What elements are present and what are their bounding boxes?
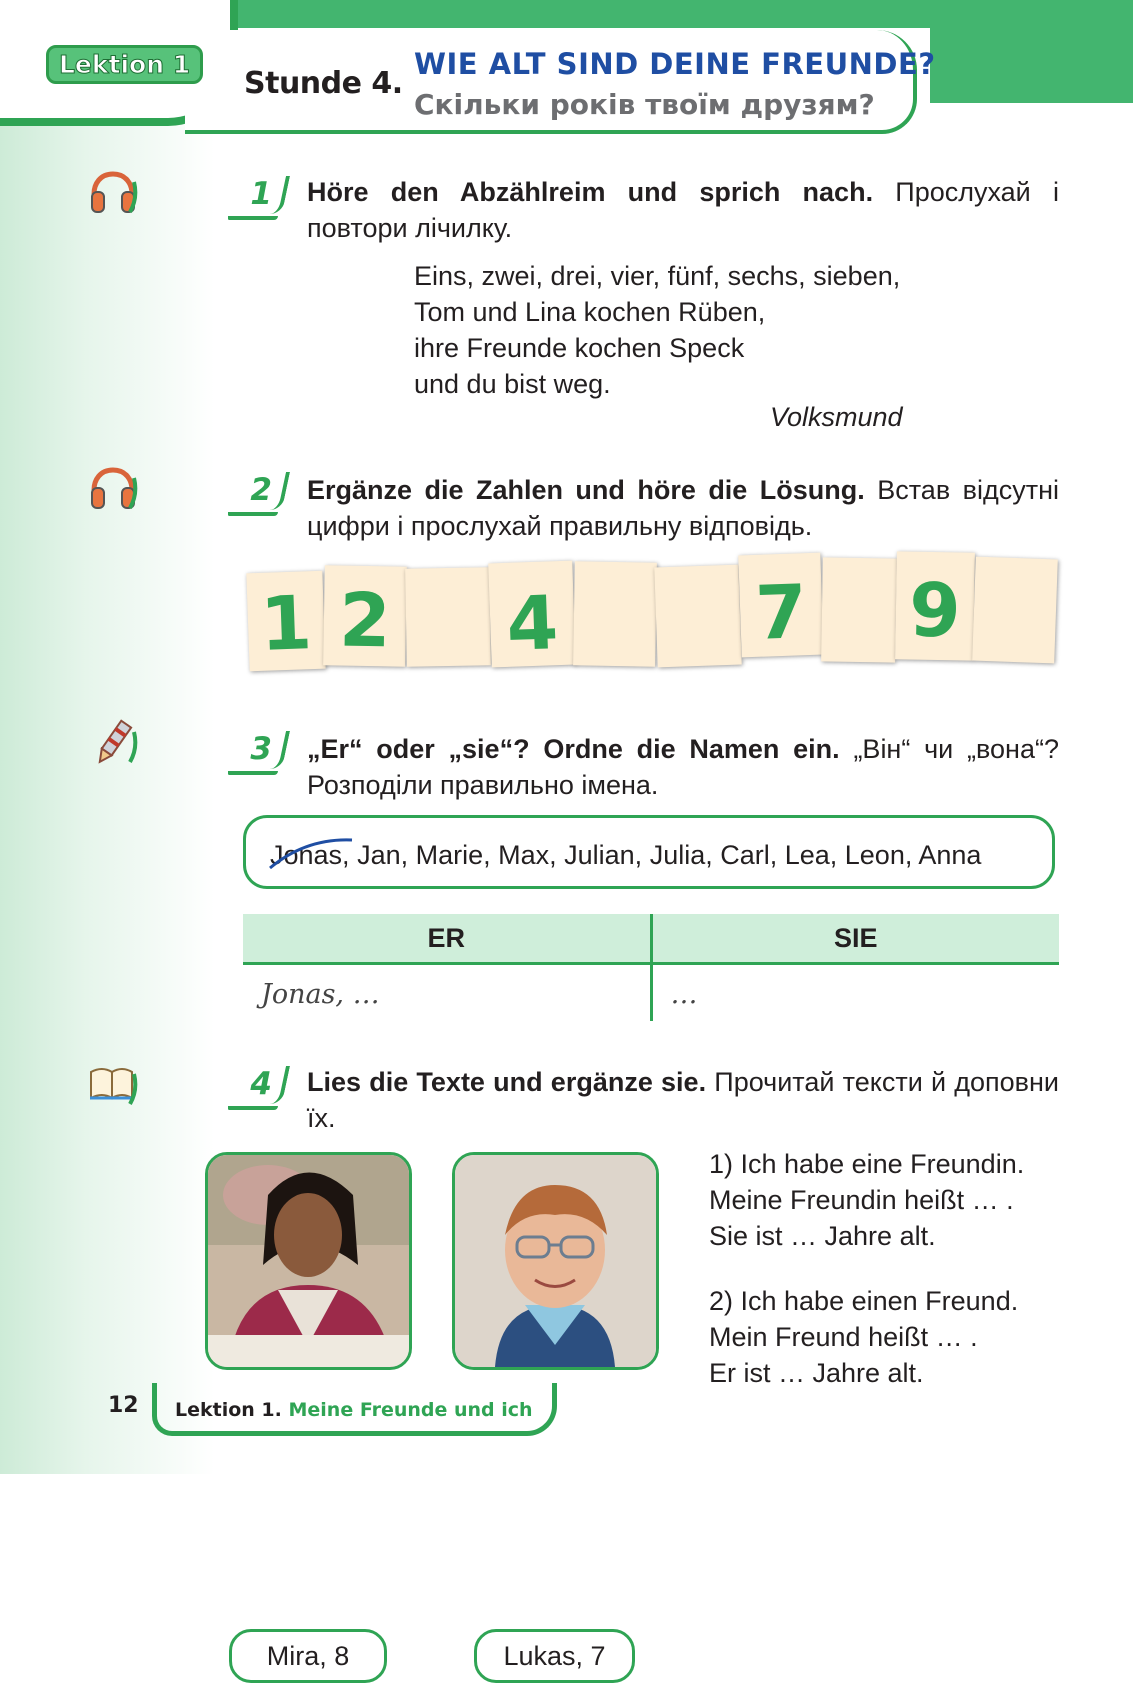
number-card: 9	[895, 551, 975, 660]
task3-instruction-uk: „Він“ чи „вона“? Розподіли правильно імена.	[307, 734, 1059, 800]
photo-caption: Lukas, 7	[474, 1629, 635, 1683]
number-card	[405, 567, 491, 666]
text-line: Meine Freundin heißt … .	[709, 1185, 1014, 1215]
stunde-label: Stunde 4.	[244, 66, 403, 101]
names-list: Jan, Marie, Max, Julian, Julia, Carl, Lea, Leon, Anna	[357, 840, 982, 870]
lektion-badge: Lektion 1	[46, 45, 203, 84]
table-cell-sie: …	[670, 979, 698, 1010]
text-line: 1) Ich habe eine Freundin.	[709, 1149, 1025, 1179]
footer-lesson: Lektion 1.	[175, 1399, 282, 1421]
strikethrough-mark	[266, 834, 356, 874]
struck-name-text: Jonas,	[270, 840, 350, 870]
poem-author: Volksmund	[770, 402, 903, 432]
text-line: Sie ist … Jahre alt.	[709, 1221, 936, 1251]
task1-instruction	[307, 174, 1059, 246]
task3-instruction	[307, 731, 1059, 803]
task2-instruction	[307, 472, 1059, 544]
task2-instruction-uk: Встав відсутні цифри і прослухай правильну відповідь.	[307, 475, 1059, 541]
page-title-uk: Скільки років твоїм друзям?	[414, 88, 875, 121]
task-number-4: 4	[228, 1066, 286, 1110]
number-card: 1	[246, 571, 325, 672]
text-line: 2) Ich habe einen Freund.	[709, 1286, 1019, 1316]
table-header-sie: SIE	[833, 923, 878, 953]
text-line: Er ist … Jahre alt.	[709, 1358, 924, 1388]
task4-instruction	[307, 1064, 1059, 1136]
photo-caption: Mira, 8	[229, 1629, 387, 1683]
photo-girl	[205, 1152, 412, 1370]
task1-instruction-uk: Прослухай і повтори лічилку.	[307, 177, 1059, 243]
text-2	[709, 1283, 1061, 1391]
task-number-1: 1	[228, 176, 286, 220]
text-1	[709, 1146, 1061, 1254]
poem	[414, 258, 900, 402]
table-header-er: ER	[243, 914, 653, 962]
er-sie-table	[243, 914, 1059, 1021]
page-title-de: WIE ALT SIND DEINE FREUNDE?	[414, 47, 936, 81]
number-card	[654, 565, 741, 668]
pencil-icon	[88, 718, 138, 768]
number-card	[972, 557, 1058, 664]
task4-instruction-de: Lies die Texte und ergänze sie.	[307, 1067, 707, 1097]
task-number-2: 2	[228, 472, 286, 516]
number-card	[821, 557, 897, 662]
top-right-green-block	[930, 28, 1133, 103]
table-row	[243, 965, 1059, 1021]
table-header-row	[243, 914, 1059, 965]
task2-instruction-de: Ergänze die Zahlen und höre die Lösung.	[307, 475, 865, 505]
poem-line: Eins, zwei, drei, vier, fünf, sechs, sieben,	[414, 261, 901, 291]
names-box	[243, 815, 1055, 889]
photo-boy	[452, 1152, 659, 1370]
struck-name	[270, 840, 357, 870]
text-line: Mein Freund heißt … .	[709, 1322, 978, 1352]
headphones-icon	[88, 464, 138, 514]
book-icon	[88, 1058, 138, 1108]
number-card: 7	[738, 553, 824, 658]
number-card: 4	[488, 561, 576, 668]
number-card: 2	[323, 565, 407, 666]
top-green-bar	[215, 0, 1133, 28]
task-number-3: 3	[228, 731, 286, 775]
headphones-icon	[88, 168, 138, 218]
page-number: 12	[108, 1393, 139, 1418]
task3-instruction-de: „Er“ oder „sie“? Ordne die Namen ein.	[307, 734, 840, 764]
poem-line: ihre Freunde kochen Speck	[414, 333, 745, 363]
footer-topic: Meine Freunde und ich	[288, 1399, 533, 1421]
poem-line: und du bist weg.	[414, 369, 611, 399]
footer-label	[175, 1399, 533, 1421]
poem-line: Tom und Lina kochen Rüben,	[414, 297, 766, 327]
task4-instruction-uk: Прочитай тексти й доповни їх.	[307, 1067, 1059, 1133]
task1-instruction-de: Höre den Abzählreim und sprich nach.	[307, 177, 874, 207]
table-cell-er: Jonas, …	[243, 965, 653, 1021]
number-card	[573, 561, 657, 666]
